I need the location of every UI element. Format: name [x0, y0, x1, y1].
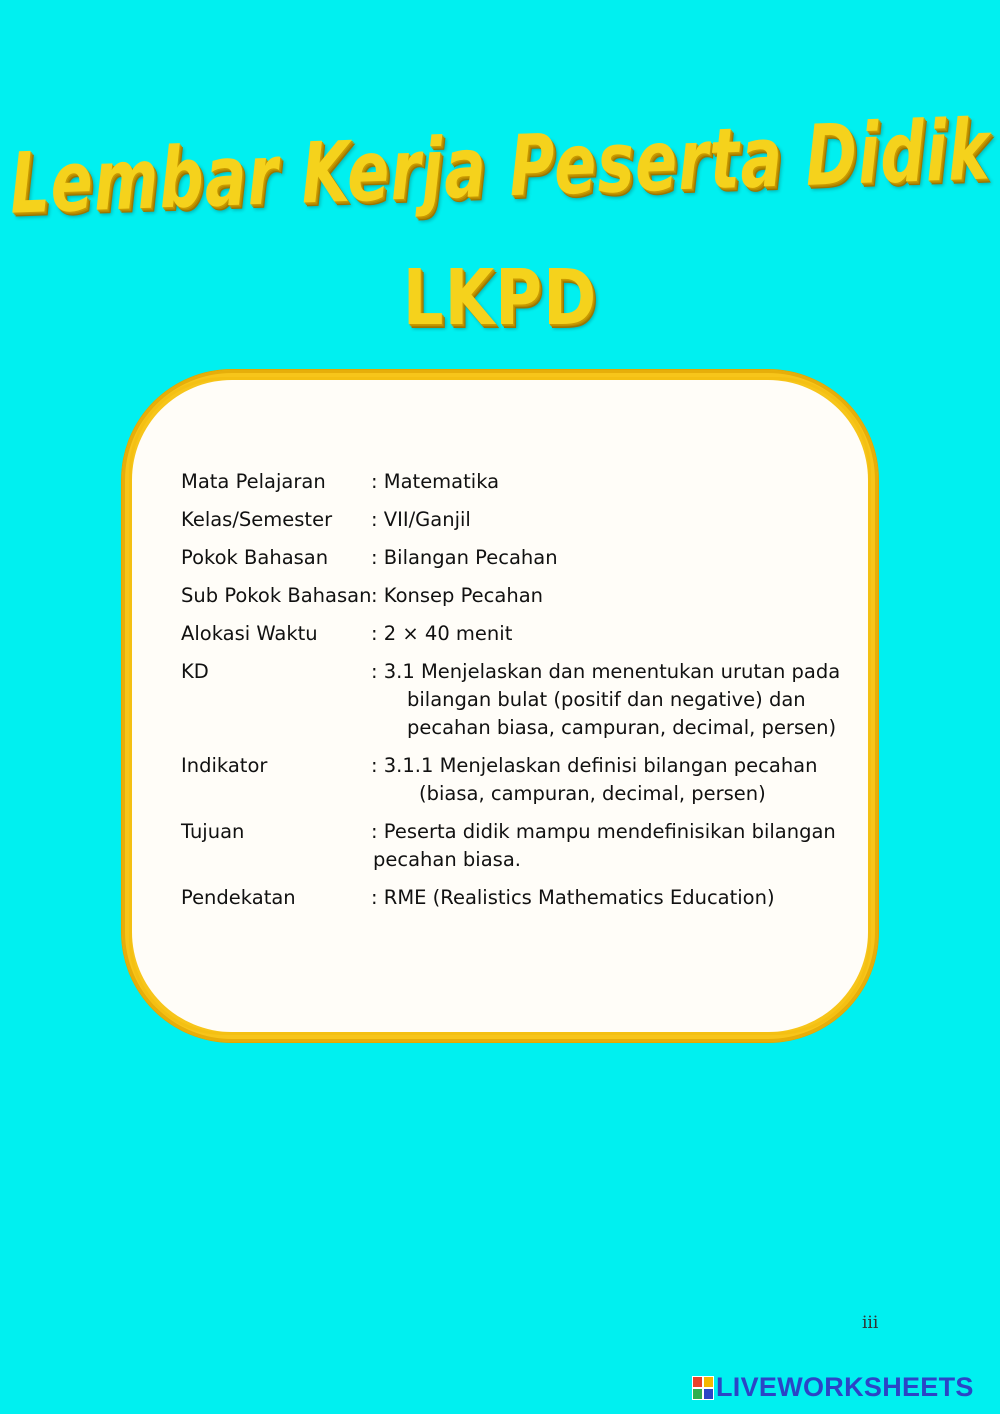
liveworksheets-logo-icon: [692, 1376, 714, 1400]
info-row-pokok-bahasan: [181, 544, 841, 572]
info-row-sub-pokok-bahasan: [181, 582, 841, 610]
info-label: Kelas/Semester: [181, 508, 333, 531]
info-label: Tujuan: [181, 820, 245, 843]
info-value-multiline: [371, 658, 841, 742]
info-value: : 2 × 40 menit: [371, 622, 513, 645]
info-value: : Bilangan Pecahan: [371, 546, 558, 569]
liveworksheets-wordmark: LIVEWORKSHEETS: [716, 1372, 974, 1402]
info-row-tujuan: [181, 818, 841, 874]
info-value-line: : 3.1 Menjelaskan dan menentukan urutan pada: [371, 660, 841, 683]
info-value-multiline: [371, 752, 841, 808]
logo-square-blue: [703, 1388, 714, 1400]
info-value-multiline: [371, 818, 841, 874]
info-label: Indikator: [181, 754, 268, 777]
info-label: KD: [181, 660, 209, 683]
info-value-line: : 3.1.1 Menjelaskan definisi bilangan pecahan: [371, 754, 818, 777]
page-number: iii: [862, 1313, 879, 1333]
info-label: Mata Pelajaran: [181, 470, 326, 493]
info-row-kelas-semester: [181, 506, 841, 534]
info-value-line: pecahan biasa, campuran, decimal, persen): [407, 716, 837, 739]
info-row-pendekatan: [181, 884, 841, 912]
page-subtitle: LKPD: [402, 254, 598, 344]
info-value-line: : Peserta didik mampu mendefinisikan bilangan: [371, 820, 836, 843]
info-value: : Matematika: [371, 470, 500, 493]
info-row-kd: [181, 658, 841, 742]
info-label: Alokasi Waktu: [181, 622, 318, 645]
logo-square-yellow: [703, 1376, 714, 1388]
info-label: Pokok Bahasan: [181, 546, 329, 569]
info-value-line: pecahan biasa.: [373, 848, 521, 871]
liveworksheets-brand[interactable]: [692, 1372, 974, 1403]
page-title: Lembar Kerja Peserta Didik: [8, 100, 992, 233]
info-value: : RME (Realistics Mathematics Education): [371, 886, 775, 909]
info-value: : VII/Ganjil: [371, 508, 471, 531]
info-table: [181, 468, 841, 922]
info-value: : Konsep Pecahan: [371, 584, 544, 607]
info-label: Sub Pokok Bahasan: [181, 584, 372, 607]
info-row-mata-pelajaran: [181, 468, 841, 496]
info-value-line: bilangan bulat (positif dan negative) dan: [407, 688, 806, 711]
info-row-alokasi-waktu: [181, 620, 841, 648]
info-label: Pendekatan: [181, 886, 296, 909]
info-value-line: (biasa, campuran, decimal, persen): [419, 782, 766, 805]
info-row-indikator: [181, 752, 841, 808]
logo-square-green: [692, 1388, 703, 1400]
logo-square-red: [692, 1376, 703, 1388]
